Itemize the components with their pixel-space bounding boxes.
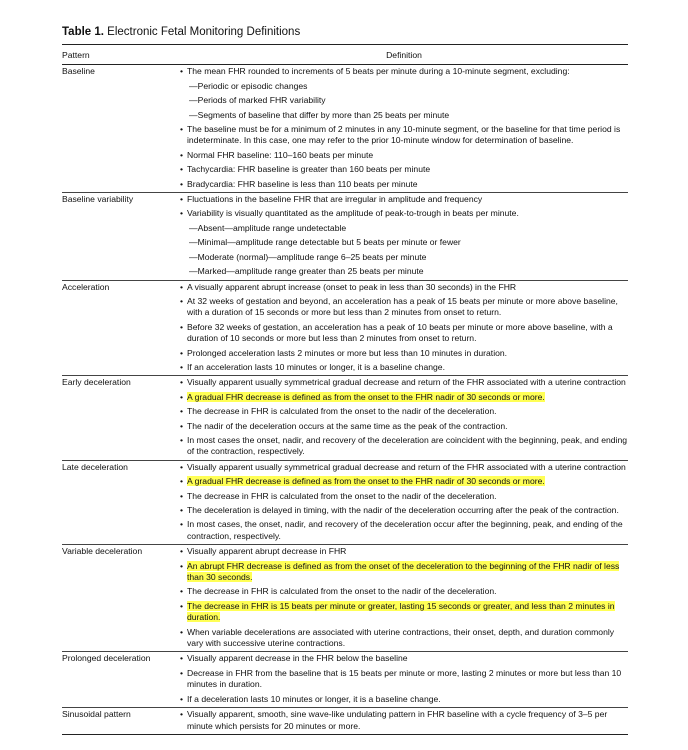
header-definition: Definition xyxy=(180,45,628,65)
table-title xyxy=(62,26,688,38)
bullet-icon: • xyxy=(180,361,184,372)
bullet-icon: • xyxy=(180,149,184,160)
bullet-icon: • xyxy=(180,626,184,637)
bullet-icon: • xyxy=(180,546,184,557)
pattern-cell: Late deceleration xyxy=(62,460,180,544)
bullet-icon: • xyxy=(180,281,184,292)
definition-item xyxy=(180,322,628,345)
bullet-icon: • xyxy=(180,321,184,332)
definition-text: Decrease in FHR from the baseline that is 15 beats per minute or more, lasting 2 minutes or more but less than 10 minutes in duration. xyxy=(187,667,622,690)
bullet-icon: • xyxy=(180,490,184,501)
definition-subitem xyxy=(180,95,628,106)
definition-item xyxy=(180,124,628,147)
definition-item xyxy=(180,505,628,516)
definition-text: A gradual FHR decrease is defined as from the onset to the FHR nadir of 30 seconds or more. xyxy=(187,391,545,402)
definition-item xyxy=(180,208,628,219)
table-row xyxy=(62,652,628,708)
pattern-cell: Prolonged deceleration xyxy=(62,652,180,708)
definition-text: Prolonged acceleration lasts 2 minutes or more but less than 10 minutes in duration. xyxy=(187,347,508,358)
definition-item xyxy=(180,179,628,190)
bullet-icon: • xyxy=(180,208,184,219)
bullet-icon: • xyxy=(180,560,184,571)
definition-text: The nadir of the deceleration occurs at the same time as the peak of the contraction. xyxy=(187,420,508,431)
bullet-icon: • xyxy=(180,124,184,135)
bullet-icon: • xyxy=(180,178,184,189)
bullet-icon: • xyxy=(180,519,184,530)
bullet-icon: • xyxy=(180,434,184,445)
definition-item xyxy=(180,653,628,664)
definition-item xyxy=(180,194,628,205)
table-row xyxy=(62,376,628,460)
definition-item xyxy=(180,519,628,542)
definition-item xyxy=(180,421,628,432)
definition-subitem xyxy=(180,266,628,277)
definition-text: If an acceleration lasts 10 minutes or longer, it is a baseline change. xyxy=(187,361,445,372)
definition-text: When variable decelerations are associated with uterine contractions, their onset, depth, and duration commonly vary with successive uterine contractions. xyxy=(187,626,615,649)
definition-text: —Moderate (normal)—amplitude range 6–25 beats per minute xyxy=(189,251,427,262)
bullet-icon: • xyxy=(180,461,184,472)
table-caption: Electronic Fetal Monitoring Definitions xyxy=(107,26,301,38)
definition-text: The decrease in FHR is calculated from the onset to the nadir of the deceleration. xyxy=(187,586,497,597)
definition-subitem xyxy=(180,237,628,248)
definition-subitem xyxy=(180,252,628,263)
definition-text: The decrease in FHR is 15 beats per minute or greater, lasting 15 seconds or greater, and less than 2 minutes in duration. xyxy=(187,600,615,623)
bullet-icon: • xyxy=(180,377,184,388)
definition-subitem xyxy=(180,223,628,234)
definition-text: In most cases, the onset, nadir, and recovery of the deceleration occur after the beginning, peak, and ending of the contraction, respectively. xyxy=(187,519,623,541)
definition-item xyxy=(180,392,628,403)
bullet-icon: • xyxy=(180,693,184,704)
definition-text: The deceleration is delayed in timing, with the nadir of the deceleration occurring after the peak of the contraction. xyxy=(187,505,619,515)
table-row xyxy=(62,280,628,376)
pattern-cell: Baseline variability xyxy=(62,193,180,280)
definition-text: —Periodic or episodic changes xyxy=(189,80,308,91)
definition-text: The mean FHR rounded to increments of 5 beats per minute during a 10-minute segment, excluding: xyxy=(187,66,570,77)
definition-text: The decrease in FHR is calculated from the onset to the nadir of the deceleration. xyxy=(187,406,497,417)
definition-item xyxy=(180,66,628,77)
bullet-icon: • xyxy=(180,667,184,678)
definition-text: Before 32 weeks of gestation, an acceleration has a peak of 10 beats per minute or more above baseline, with a duration of 10 seconds or more but less than 2 minutes from onset to return. xyxy=(187,321,613,344)
definition-cell xyxy=(180,545,628,652)
definition-cell xyxy=(180,280,628,376)
definition-text: Visually apparent abrupt decrease in FHR xyxy=(187,546,347,557)
definitions-table xyxy=(62,44,628,735)
definition-item xyxy=(180,668,628,691)
table-row xyxy=(62,65,628,193)
definition-text: Visually apparent usually symmetrical gradual decrease and return of the FHR associated with a uterine contraction xyxy=(187,461,626,472)
definition-text: An abrupt FHR decrease is defined as from the onset of the deceleration to the beginning of the FHR nadir of less than 30 seconds. xyxy=(187,560,620,583)
bullet-icon: • xyxy=(180,586,184,597)
bullet-icon: • xyxy=(180,164,184,175)
definition-item xyxy=(180,627,628,650)
definition-text: Visually apparent usually symmetrical gradual decrease and return of the FHR associated with a uterine contraction xyxy=(187,377,626,388)
definition-item xyxy=(180,476,628,487)
definition-item xyxy=(180,348,628,359)
definition-text: Bradycardia: FHR baseline is less than 110 beats per minute xyxy=(187,178,418,189)
table-label: Table 1. xyxy=(62,26,104,38)
definition-text: Variability is visually quantitated as the amplitude of peak-to-trough in beats per minute. xyxy=(187,208,519,219)
bullet-icon: • xyxy=(180,709,184,720)
definition-item xyxy=(180,406,628,417)
definition-text: At 32 weeks of gestation and beyond, an acceleration has a peak of 15 beats per minute or more above baseline, with a duration of 15 seconds or more but less than 2 minutes from onset to return. xyxy=(187,295,618,318)
definition-text: —Absent—amplitude range undetectable xyxy=(189,222,347,233)
header-pattern: Pattern xyxy=(62,45,180,65)
definition-item xyxy=(180,435,628,458)
definition-cell xyxy=(180,376,628,460)
definition-item xyxy=(180,601,628,624)
bullet-icon: • xyxy=(180,505,184,515)
definition-item xyxy=(180,462,628,473)
definition-item xyxy=(180,362,628,373)
bullet-icon: • xyxy=(180,194,184,205)
table-row xyxy=(62,193,628,280)
definition-item xyxy=(180,561,628,584)
bullet-icon: • xyxy=(180,347,184,358)
definition-text: —Marked—amplitude range greater than 25 beats per minute xyxy=(189,266,424,277)
definition-cell xyxy=(180,193,628,280)
definition-item xyxy=(180,296,628,319)
bullet-icon: • xyxy=(180,420,184,431)
pattern-cell: Variable deceleration xyxy=(62,545,180,652)
definition-cell xyxy=(180,708,628,735)
bullet-icon: • xyxy=(180,295,184,306)
definition-text: A visually apparent abrupt increase (onset to peak in less than 30 seconds) in the FHR xyxy=(187,281,517,292)
definition-text: Normal FHR baseline: 110–160 beats per minute xyxy=(187,149,374,160)
table-row xyxy=(62,460,628,544)
bullet-icon: • xyxy=(180,476,184,487)
pattern-cell: Early deceleration xyxy=(62,376,180,460)
pattern-cell: Acceleration xyxy=(62,280,180,376)
table-row xyxy=(62,708,628,735)
definition-text: In most cases the onset, nadir, and recovery of the deceleration are coincident with the beginning, peak, and ending of the contraction, respectively. xyxy=(187,434,627,457)
definition-item xyxy=(180,282,628,293)
definition-text: Visually apparent, smooth, sine wave-like undulating pattern in FHR baseline with a cycle frequency of 3–5 per minute which persists for 20 minutes or more. xyxy=(187,709,608,731)
definition-item xyxy=(180,377,628,388)
definition-text: Fluctuations in the baseline FHR that are irregular in amplitude and frequency xyxy=(187,194,483,205)
definition-text: The baseline must be for a minimum of 2 minutes in any 10-minute segment, or the baseline for that time period is indeterminate. In this case, one may refer to the prior 10-minute window for determination of baseline. xyxy=(187,124,621,146)
bullet-icon: • xyxy=(180,66,184,77)
definition-item xyxy=(180,491,628,502)
definition-cell xyxy=(180,460,628,544)
definition-text: Visually apparent decrease in the FHR below the baseline xyxy=(187,653,408,664)
pattern-cell: Sinusoidal pattern xyxy=(62,708,180,735)
bullet-icon: • xyxy=(180,406,184,417)
definition-text: If a deceleration lasts 10 minutes or longer, it is a baseline change. xyxy=(187,693,441,704)
bullet-icon: • xyxy=(180,600,184,611)
definition-item xyxy=(180,150,628,161)
definition-item xyxy=(180,586,628,597)
definition-text: The decrease in FHR is calculated from the onset to the nadir of the deceleration. xyxy=(187,490,497,501)
definition-item xyxy=(180,546,628,557)
table-row xyxy=(62,545,628,652)
definition-item xyxy=(180,694,628,705)
bullet-icon: • xyxy=(180,391,184,402)
definition-subitem xyxy=(180,81,628,92)
pattern-cell: Baseline xyxy=(62,65,180,193)
definition-item xyxy=(180,709,628,732)
definition-cell xyxy=(180,652,628,708)
table-header-row xyxy=(62,45,628,65)
definition-item xyxy=(180,164,628,175)
definition-text: Tachycardia: FHR baseline is greater than 160 beats per minute xyxy=(187,164,431,175)
definition-text: A gradual FHR decrease is defined as from the onset to the FHR nadir of 30 seconds or more. xyxy=(187,476,545,487)
table-body xyxy=(62,65,628,735)
definition-text: —Minimal—amplitude range detectable but 5 beats per minute or fewer xyxy=(189,237,461,248)
definition-cell xyxy=(180,65,628,193)
definition-subitem xyxy=(180,110,628,121)
definition-text: —Periods of marked FHR variability xyxy=(189,95,326,106)
bullet-icon: • xyxy=(180,653,184,664)
definition-text: —Segments of baseline that differ by more than 25 beats per minute xyxy=(189,109,450,120)
